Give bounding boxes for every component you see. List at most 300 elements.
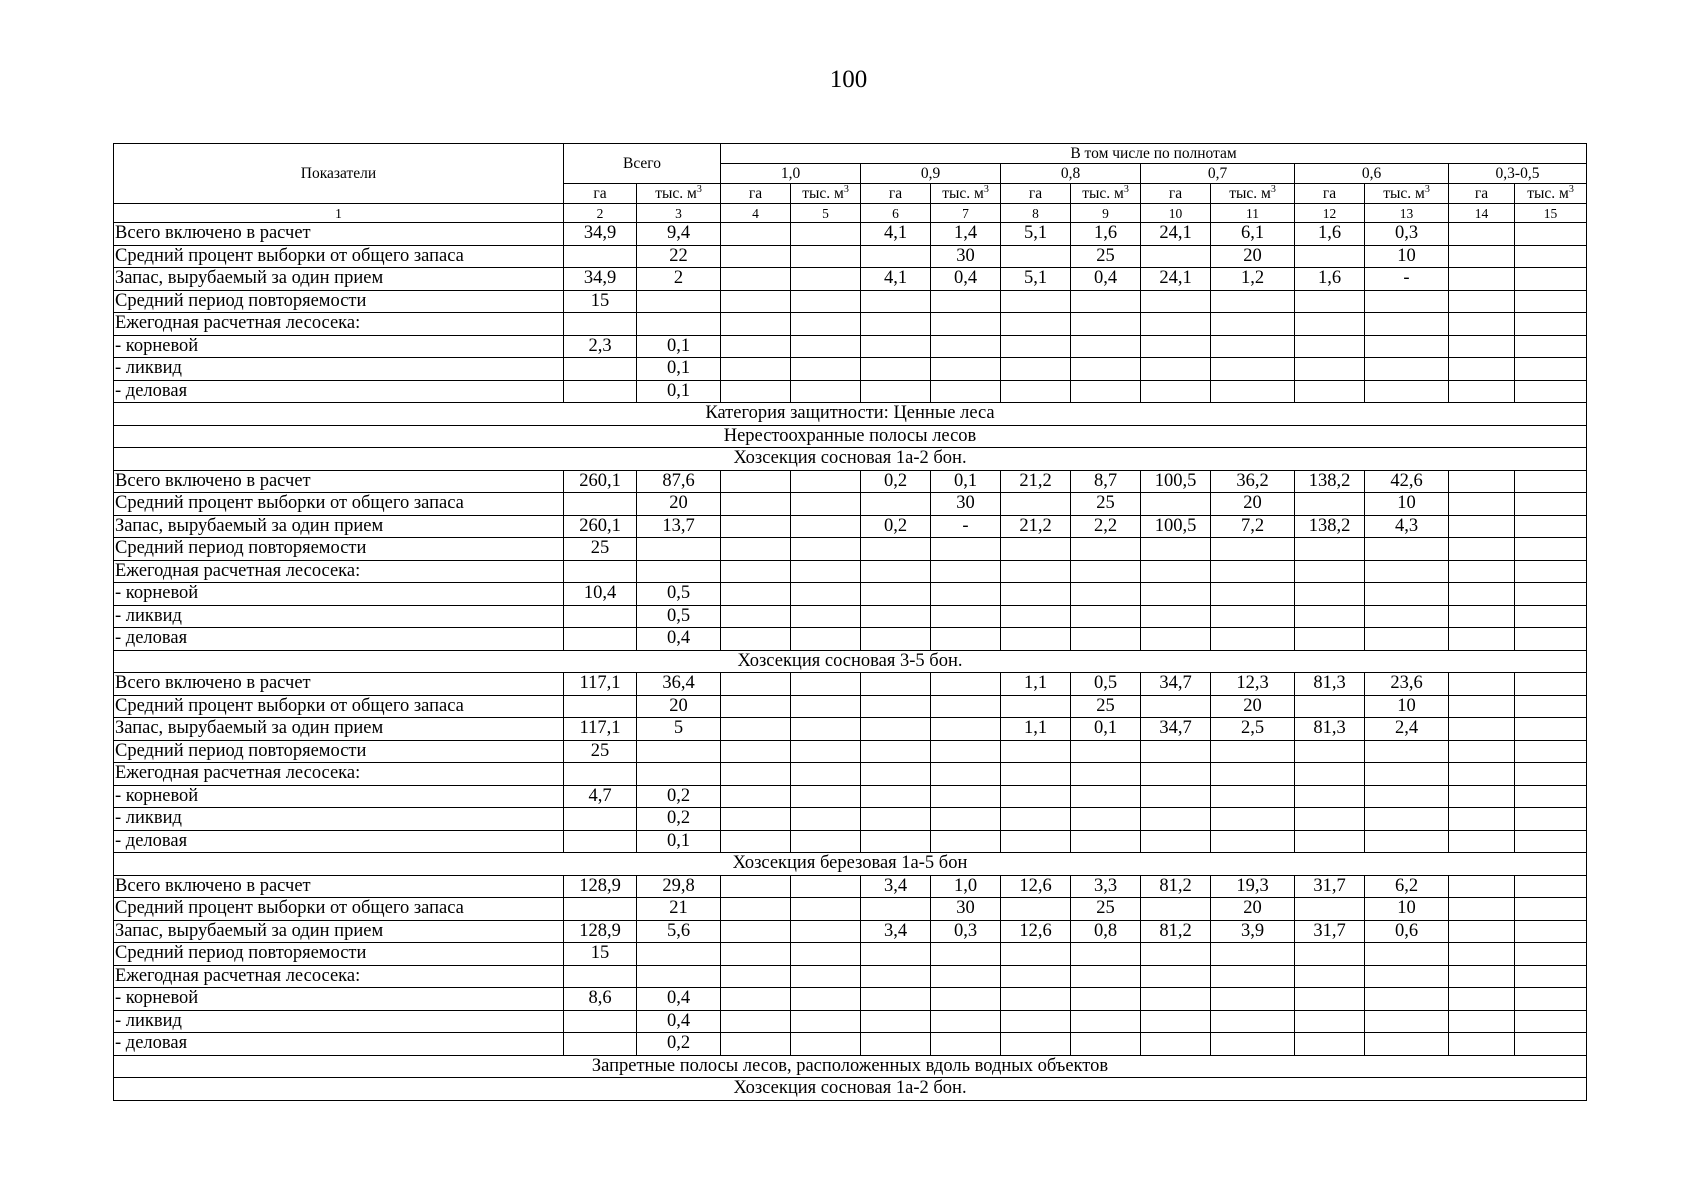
cell-col-14 bbox=[1449, 1010, 1515, 1033]
header-unit-ha: га bbox=[564, 184, 637, 204]
cell-col-12: 138,2 bbox=[1295, 470, 1365, 493]
cell-col-11: 2,5 bbox=[1211, 718, 1295, 741]
cell-col-7: 30 bbox=[931, 898, 1001, 921]
cell-col-3 bbox=[637, 290, 721, 313]
table-row bbox=[114, 695, 1587, 718]
header-density-5: 0,3-0,5 bbox=[1449, 164, 1587, 184]
cell-col-4 bbox=[721, 313, 791, 336]
cell-col-13: 4,3 bbox=[1365, 515, 1449, 538]
page-number: 100 bbox=[829, 66, 868, 93]
cell-col-15 bbox=[1515, 583, 1587, 606]
cell-col-4 bbox=[721, 358, 791, 381]
cell-col-8: 5,1 bbox=[1001, 268, 1071, 291]
cell-col-8 bbox=[1001, 313, 1071, 336]
header-density-2: 0,8 bbox=[1001, 164, 1141, 184]
cell-col-10: 24,1 bbox=[1141, 268, 1211, 291]
cell-col-6 bbox=[861, 605, 931, 628]
cell-col-14 bbox=[1449, 988, 1515, 1011]
cell-col-8: 5,1 bbox=[1001, 223, 1071, 246]
unit-volume-exponent: 3 bbox=[1123, 183, 1129, 195]
cell-col-6: 0,2 bbox=[861, 515, 931, 538]
cell-col-7 bbox=[931, 740, 1001, 763]
cell-col-15 bbox=[1515, 965, 1587, 988]
cell-col-4 bbox=[721, 335, 791, 358]
cell-col-9: 25 bbox=[1071, 245, 1141, 268]
section-header-row bbox=[114, 425, 1587, 448]
cell-col-7: 1,4 bbox=[931, 223, 1001, 246]
cell-col-6 bbox=[861, 763, 931, 786]
cell-col-12 bbox=[1295, 1033, 1365, 1056]
header-indicators: Показатели bbox=[114, 144, 564, 204]
cell-col-3: 0,1 bbox=[637, 358, 721, 381]
cell-col-4 bbox=[721, 538, 791, 561]
cell-col-3 bbox=[637, 763, 721, 786]
cell-col-10 bbox=[1141, 358, 1211, 381]
cell-col-11 bbox=[1211, 313, 1295, 336]
cell-col-3 bbox=[637, 538, 721, 561]
cell-col-9 bbox=[1071, 538, 1141, 561]
cell-col-7 bbox=[931, 538, 1001, 561]
row-label: Средний процент выборки от общего запаса bbox=[114, 493, 564, 516]
cell-col-3: 0,5 bbox=[637, 583, 721, 606]
cell-col-8: 12,6 bbox=[1001, 920, 1071, 943]
cell-col-12 bbox=[1295, 335, 1365, 358]
cell-col-13 bbox=[1365, 830, 1449, 853]
cell-col-4 bbox=[721, 1010, 791, 1033]
cell-col-9: 25 bbox=[1071, 493, 1141, 516]
cell-col-11 bbox=[1211, 538, 1295, 561]
unit-volume-exponent: 3 bbox=[1568, 183, 1574, 195]
cell-col-12 bbox=[1295, 740, 1365, 763]
cell-col-9 bbox=[1071, 335, 1141, 358]
cell-col-11 bbox=[1211, 988, 1295, 1011]
cell-col-8 bbox=[1001, 808, 1071, 831]
cell-col-2 bbox=[564, 605, 637, 628]
cell-col-2 bbox=[564, 898, 637, 921]
cell-col-5 bbox=[791, 493, 861, 516]
cell-col-6 bbox=[861, 380, 931, 403]
cell-col-7 bbox=[931, 943, 1001, 966]
cell-col-10 bbox=[1141, 290, 1211, 313]
cell-col-2: 260,1 bbox=[564, 470, 637, 493]
cell-col-7 bbox=[931, 605, 1001, 628]
row-label: Всего включено в расчет bbox=[114, 223, 564, 246]
cell-col-13: 10 bbox=[1365, 898, 1449, 921]
cell-col-6 bbox=[861, 943, 931, 966]
cell-col-11 bbox=[1211, 785, 1295, 808]
cell-col-9: 0,5 bbox=[1071, 673, 1141, 696]
column-number-1: 1 bbox=[114, 204, 564, 223]
cell-col-12 bbox=[1295, 560, 1365, 583]
cell-col-15 bbox=[1515, 808, 1587, 831]
cell-col-12: 1,6 bbox=[1295, 268, 1365, 291]
cell-col-15 bbox=[1515, 358, 1587, 381]
cell-col-8 bbox=[1001, 628, 1071, 651]
cell-col-10 bbox=[1141, 493, 1211, 516]
cell-col-11 bbox=[1211, 808, 1295, 831]
cell-col-3: 21 bbox=[637, 898, 721, 921]
section-title: Хозсекция сосновая 1а-2 бон. bbox=[114, 1078, 1587, 1101]
cell-col-6: 0,2 bbox=[861, 470, 931, 493]
table-row bbox=[114, 560, 1587, 583]
header-unit-ha: га bbox=[1449, 184, 1515, 204]
cell-col-15 bbox=[1515, 740, 1587, 763]
cell-col-14 bbox=[1449, 898, 1515, 921]
row-label: Средний период повторяемости bbox=[114, 943, 564, 966]
table-row bbox=[114, 493, 1587, 516]
cell-col-10 bbox=[1141, 335, 1211, 358]
cell-col-15 bbox=[1515, 988, 1587, 1011]
cell-col-9 bbox=[1071, 763, 1141, 786]
cell-col-4 bbox=[721, 223, 791, 246]
cell-col-4 bbox=[721, 965, 791, 988]
cell-col-15 bbox=[1515, 380, 1587, 403]
cell-col-5 bbox=[791, 245, 861, 268]
cell-col-2: 117,1 bbox=[564, 718, 637, 741]
cell-col-10 bbox=[1141, 1010, 1211, 1033]
cell-col-6 bbox=[861, 988, 931, 1011]
unit-volume-exponent: 3 bbox=[843, 183, 849, 195]
row-label: Всего включено в расчет bbox=[114, 673, 564, 696]
unit-volume-exponent: 3 bbox=[983, 183, 989, 195]
cell-col-10 bbox=[1141, 965, 1211, 988]
cell-col-9 bbox=[1071, 358, 1141, 381]
section-title: Хозсекция сосновая 1а-2 бон. bbox=[114, 448, 1587, 471]
cell-col-4 bbox=[721, 875, 791, 898]
cell-col-10: 100,5 bbox=[1141, 515, 1211, 538]
cell-col-15 bbox=[1515, 920, 1587, 943]
cell-col-3 bbox=[637, 560, 721, 583]
cell-col-11 bbox=[1211, 583, 1295, 606]
cell-col-5 bbox=[791, 1010, 861, 1033]
header-unit-ha: га bbox=[1001, 184, 1071, 204]
cell-col-13: 0,3 bbox=[1365, 223, 1449, 246]
cell-col-14 bbox=[1449, 515, 1515, 538]
cell-col-4 bbox=[721, 628, 791, 651]
table-row bbox=[114, 538, 1587, 561]
cell-col-9 bbox=[1071, 1010, 1141, 1033]
header-unit-ha: га bbox=[1141, 184, 1211, 204]
cell-col-8 bbox=[1001, 380, 1071, 403]
cell-col-10 bbox=[1141, 560, 1211, 583]
cell-col-8 bbox=[1001, 785, 1071, 808]
cell-col-8 bbox=[1001, 538, 1071, 561]
cell-col-3: 0,1 bbox=[637, 335, 721, 358]
cell-col-13: 42,6 bbox=[1365, 470, 1449, 493]
cell-col-2: 2,3 bbox=[564, 335, 637, 358]
cell-col-10: 34,7 bbox=[1141, 718, 1211, 741]
cell-col-9 bbox=[1071, 290, 1141, 313]
cell-col-6 bbox=[861, 628, 931, 651]
cell-col-12: 81,3 bbox=[1295, 673, 1365, 696]
cell-col-8 bbox=[1001, 290, 1071, 313]
cell-col-4 bbox=[721, 943, 791, 966]
cell-col-11 bbox=[1211, 740, 1295, 763]
cell-col-4 bbox=[721, 830, 791, 853]
cell-col-7: 1,0 bbox=[931, 875, 1001, 898]
cell-col-12 bbox=[1295, 898, 1365, 921]
cell-col-6 bbox=[861, 718, 931, 741]
row-label: - деловая bbox=[114, 380, 564, 403]
cell-col-2 bbox=[564, 313, 637, 336]
cell-col-7 bbox=[931, 785, 1001, 808]
cell-col-6 bbox=[861, 965, 931, 988]
header-unit-ha: га bbox=[1295, 184, 1365, 204]
cell-col-2 bbox=[564, 628, 637, 651]
cell-col-7: 30 bbox=[931, 493, 1001, 516]
cell-col-4 bbox=[721, 718, 791, 741]
column-number-14: 14 bbox=[1449, 204, 1515, 223]
cell-col-7 bbox=[931, 313, 1001, 336]
cell-col-15 bbox=[1515, 695, 1587, 718]
header-unit-ha: га bbox=[721, 184, 791, 204]
cell-col-14 bbox=[1449, 965, 1515, 988]
cell-col-7 bbox=[931, 988, 1001, 1011]
cell-col-12 bbox=[1295, 583, 1365, 606]
table-row bbox=[114, 965, 1587, 988]
cell-col-2: 25 bbox=[564, 538, 637, 561]
cell-col-14 bbox=[1449, 830, 1515, 853]
cell-col-12 bbox=[1295, 785, 1365, 808]
cell-col-12 bbox=[1295, 380, 1365, 403]
cell-col-12 bbox=[1295, 1010, 1365, 1033]
table-row bbox=[114, 245, 1587, 268]
cell-col-12 bbox=[1295, 290, 1365, 313]
cell-col-6 bbox=[861, 290, 931, 313]
cell-col-9: 25 bbox=[1071, 695, 1141, 718]
cell-col-14 bbox=[1449, 763, 1515, 786]
cell-col-7 bbox=[931, 1033, 1001, 1056]
cell-col-11: 19,3 bbox=[1211, 875, 1295, 898]
column-number-15: 15 bbox=[1515, 204, 1587, 223]
harvest-calculation-table bbox=[113, 143, 1587, 1101]
unit-volume-exponent: 3 bbox=[1270, 183, 1276, 195]
cell-col-12 bbox=[1295, 358, 1365, 381]
header-density-3: 0,7 bbox=[1141, 164, 1295, 184]
table-row bbox=[114, 628, 1587, 651]
cell-col-5 bbox=[791, 290, 861, 313]
cell-col-5 bbox=[791, 785, 861, 808]
row-label: Всего включено в расчет bbox=[114, 875, 564, 898]
cell-col-7 bbox=[931, 718, 1001, 741]
cell-col-6 bbox=[861, 898, 931, 921]
cell-col-13 bbox=[1365, 740, 1449, 763]
cell-col-5 bbox=[791, 515, 861, 538]
table-row bbox=[114, 808, 1587, 831]
cell-col-14 bbox=[1449, 560, 1515, 583]
cell-col-15 bbox=[1515, 1010, 1587, 1033]
cell-col-4 bbox=[721, 290, 791, 313]
cell-col-10 bbox=[1141, 628, 1211, 651]
cell-col-9 bbox=[1071, 830, 1141, 853]
cell-col-14 bbox=[1449, 313, 1515, 336]
row-label: - корневой bbox=[114, 583, 564, 606]
unit-volume-text: тыс. м bbox=[1383, 184, 1425, 202]
cell-col-15 bbox=[1515, 335, 1587, 358]
row-label: - ликвид bbox=[114, 808, 564, 831]
table-row bbox=[114, 515, 1587, 538]
column-number-13: 13 bbox=[1365, 204, 1449, 223]
cell-col-3: 87,6 bbox=[637, 470, 721, 493]
cell-col-13: 10 bbox=[1365, 695, 1449, 718]
section-header-row bbox=[114, 403, 1587, 426]
cell-col-14 bbox=[1449, 808, 1515, 831]
cell-col-6 bbox=[861, 538, 931, 561]
row-label: Всего включено в расчет bbox=[114, 470, 564, 493]
cell-col-9: 1,6 bbox=[1071, 223, 1141, 246]
cell-col-11 bbox=[1211, 380, 1295, 403]
cell-col-12 bbox=[1295, 538, 1365, 561]
row-label: Запас, вырубаемый за один прием bbox=[114, 920, 564, 943]
cell-col-11: 20 bbox=[1211, 898, 1295, 921]
cell-col-11: 36,2 bbox=[1211, 470, 1295, 493]
cell-col-15 bbox=[1515, 515, 1587, 538]
cell-col-3 bbox=[637, 965, 721, 988]
cell-col-6: 3,4 bbox=[861, 875, 931, 898]
cell-col-11 bbox=[1211, 965, 1295, 988]
cell-col-5 bbox=[791, 830, 861, 853]
cell-col-5 bbox=[791, 808, 861, 831]
cell-col-5 bbox=[791, 920, 861, 943]
cell-col-12 bbox=[1295, 605, 1365, 628]
cell-col-14 bbox=[1449, 695, 1515, 718]
row-label: - ликвид bbox=[114, 358, 564, 381]
header-unit-volume bbox=[1365, 184, 1449, 204]
cell-col-15 bbox=[1515, 538, 1587, 561]
cell-col-6 bbox=[861, 335, 931, 358]
cell-col-6 bbox=[861, 785, 931, 808]
cell-col-13: 6,2 bbox=[1365, 875, 1449, 898]
cell-col-6: 3,4 bbox=[861, 920, 931, 943]
cell-col-3: 0,2 bbox=[637, 808, 721, 831]
cell-col-10 bbox=[1141, 898, 1211, 921]
cell-col-10 bbox=[1141, 538, 1211, 561]
cell-col-11 bbox=[1211, 943, 1295, 966]
cell-col-13 bbox=[1365, 358, 1449, 381]
cell-col-3: 9,4 bbox=[637, 223, 721, 246]
cell-col-10 bbox=[1141, 740, 1211, 763]
cell-col-4 bbox=[721, 245, 791, 268]
cell-col-8 bbox=[1001, 1033, 1071, 1056]
table-body bbox=[114, 144, 1587, 1101]
cell-col-13 bbox=[1365, 965, 1449, 988]
cell-col-10: 81,2 bbox=[1141, 920, 1211, 943]
cell-col-3: 20 bbox=[637, 493, 721, 516]
cell-col-2 bbox=[564, 493, 637, 516]
cell-col-11 bbox=[1211, 628, 1295, 651]
cell-col-8 bbox=[1001, 943, 1071, 966]
cell-col-3 bbox=[637, 740, 721, 763]
cell-col-8: 1,1 bbox=[1001, 673, 1071, 696]
cell-col-4 bbox=[721, 808, 791, 831]
cell-col-15 bbox=[1515, 223, 1587, 246]
cell-col-13 bbox=[1365, 290, 1449, 313]
cell-col-12: 138,2 bbox=[1295, 515, 1365, 538]
cell-col-2: 25 bbox=[564, 740, 637, 763]
cell-col-5 bbox=[791, 988, 861, 1011]
unit-volume-text: тыс. м bbox=[1527, 184, 1569, 202]
header-unit-volume bbox=[1211, 184, 1295, 204]
cell-col-2: 4,7 bbox=[564, 785, 637, 808]
cell-col-2: 34,9 bbox=[564, 268, 637, 291]
cell-col-5 bbox=[791, 470, 861, 493]
cell-col-6 bbox=[861, 313, 931, 336]
cell-col-3: 0,2 bbox=[637, 785, 721, 808]
cell-col-14 bbox=[1449, 493, 1515, 516]
section-title: Хозсекция сосновая 3-5 бон. bbox=[114, 650, 1587, 673]
header-unit-volume bbox=[791, 184, 861, 204]
cell-col-4 bbox=[721, 673, 791, 696]
table-row bbox=[114, 1010, 1587, 1033]
table-row bbox=[114, 785, 1587, 808]
cell-col-14 bbox=[1449, 335, 1515, 358]
cell-col-5 bbox=[791, 875, 861, 898]
cell-col-4 bbox=[721, 380, 791, 403]
cell-col-7: - bbox=[931, 515, 1001, 538]
cell-col-15 bbox=[1515, 470, 1587, 493]
header-row-1 bbox=[114, 144, 1587, 164]
cell-col-12: 81,3 bbox=[1295, 718, 1365, 741]
row-label: - корневой bbox=[114, 335, 564, 358]
cell-col-2 bbox=[564, 763, 637, 786]
column-number-7: 7 bbox=[931, 204, 1001, 223]
table-row bbox=[114, 875, 1587, 898]
cell-col-6 bbox=[861, 673, 931, 696]
cell-col-14 bbox=[1449, 943, 1515, 966]
cell-col-15 bbox=[1515, 875, 1587, 898]
cell-col-12 bbox=[1295, 245, 1365, 268]
row-label: - деловая bbox=[114, 628, 564, 651]
cell-col-3: 5,6 bbox=[637, 920, 721, 943]
cell-col-13 bbox=[1365, 605, 1449, 628]
cell-col-4 bbox=[721, 785, 791, 808]
cell-col-3 bbox=[637, 943, 721, 966]
cell-col-15 bbox=[1515, 898, 1587, 921]
cell-col-8 bbox=[1001, 493, 1071, 516]
cell-col-14 bbox=[1449, 268, 1515, 291]
cell-col-12 bbox=[1295, 965, 1365, 988]
cell-col-5 bbox=[791, 718, 861, 741]
cell-col-7 bbox=[931, 628, 1001, 651]
cell-col-12: 31,7 bbox=[1295, 920, 1365, 943]
cell-col-4 bbox=[721, 695, 791, 718]
cell-col-15 bbox=[1515, 1033, 1587, 1056]
cell-col-10 bbox=[1141, 380, 1211, 403]
section-header-row bbox=[114, 448, 1587, 471]
cell-col-5 bbox=[791, 898, 861, 921]
cell-col-7: 0,1 bbox=[931, 470, 1001, 493]
section-header-row bbox=[114, 853, 1587, 876]
cell-col-9 bbox=[1071, 313, 1141, 336]
cell-col-14 bbox=[1449, 920, 1515, 943]
cell-col-2 bbox=[564, 560, 637, 583]
section-title: Нерестоохранные полосы лесов bbox=[114, 425, 1587, 448]
cell-col-11: 3,9 bbox=[1211, 920, 1295, 943]
cell-col-2: 260,1 bbox=[564, 515, 637, 538]
cell-col-6 bbox=[861, 808, 931, 831]
cell-col-2 bbox=[564, 380, 637, 403]
cell-col-2 bbox=[564, 1010, 637, 1033]
cell-col-14 bbox=[1449, 290, 1515, 313]
row-label: Ежегодная расчетная лесосека: bbox=[114, 313, 564, 336]
cell-col-13: - bbox=[1365, 268, 1449, 291]
row-label: Ежегодная расчетная лесосека: bbox=[114, 763, 564, 786]
table-row bbox=[114, 268, 1587, 291]
cell-col-6 bbox=[861, 245, 931, 268]
row-label: Средний период повторяемости bbox=[114, 538, 564, 561]
cell-col-11 bbox=[1211, 358, 1295, 381]
table-row bbox=[114, 583, 1587, 606]
